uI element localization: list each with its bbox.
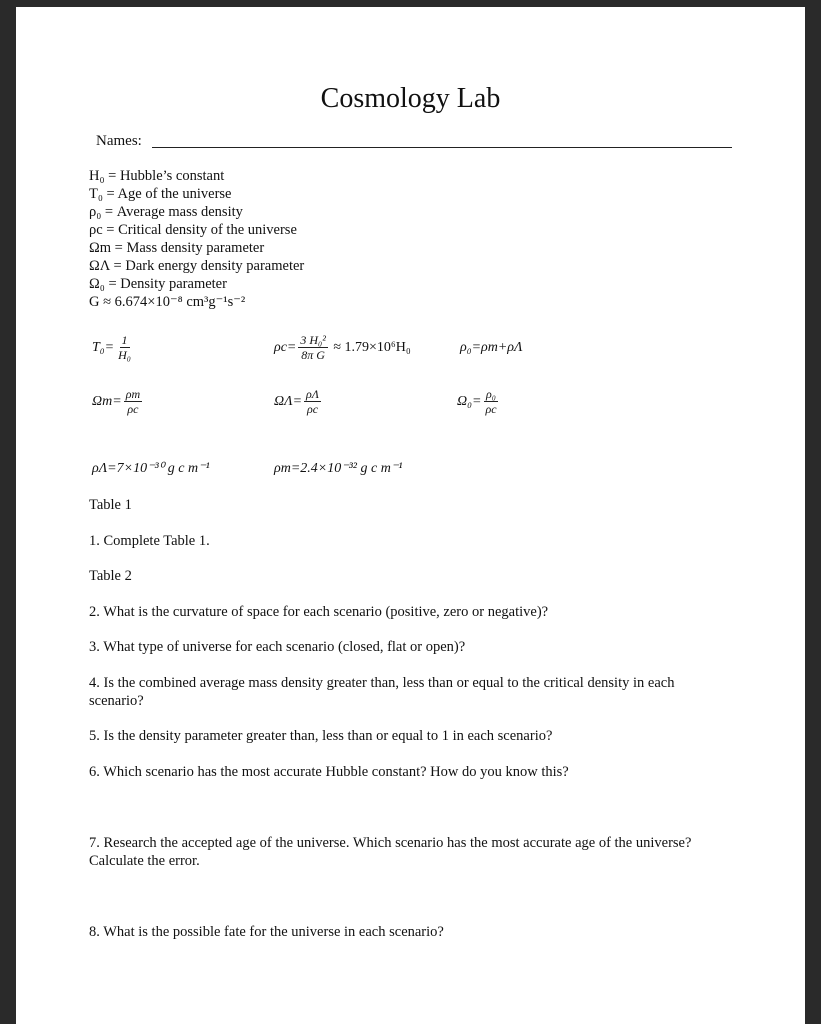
question-4: 4. Is the combined average mass density greater than, less than or equal to the critical density in each scenario?	[89, 675, 675, 709]
equation-critical-approx: ≈ 1.79×10⁶H₀	[333, 340, 411, 355]
definition-hubble: H₀ = Hubble’s constant	[89, 168, 225, 184]
table2-label: Table 2	[89, 568, 132, 584]
equation-omega-m-numerator: ρm	[125, 387, 141, 401]
equation-age-denominator: H₀	[118, 348, 131, 362]
equation-omega-m-denominator: ρc	[127, 402, 139, 416]
equation-critical-density	[274, 333, 411, 363]
question-5: 5. Is the density parameter greater than, less than or equal to 1 in each scenario?	[89, 728, 553, 744]
equation-critical-lhs: ρc=	[274, 340, 297, 356]
equation-omega-0	[457, 387, 501, 417]
equation-omega-lambda-lhs: ΩΛ=	[274, 394, 303, 410]
equation-rho-lambda-value: ρΛ=7×10⁻³⁰ g c m⁻¹	[92, 461, 210, 476]
equation-omega-0-denominator: ρc	[485, 402, 497, 416]
names-blank-line[interactable]	[152, 147, 732, 148]
definition-density-parameter: Ω₀ = Density parameter	[89, 276, 227, 292]
equation-age	[92, 333, 135, 363]
question-2: 2. What is the curvature of space for each scenario (positive, zero or negative)?	[89, 604, 549, 620]
equation-omega-m	[92, 387, 144, 417]
definition-mass-parameter: Ωm = Mass density parameter	[89, 240, 265, 256]
definition-critical-density: ρc = Critical density of the universe	[89, 222, 297, 238]
gravitational-constant: G ≈ 6.674×10⁻⁸ cm³g⁻¹s⁻²	[89, 294, 246, 310]
question-7: 7. Research the accepted age of the universe. Which scenario has the most accurate age of the universe? Calculate the error.	[89, 835, 692, 869]
definition-average-density: ρ₀ = Average mass density	[89, 204, 243, 220]
page-title: Cosmology Lab	[320, 83, 501, 114]
equation-critical-numerator: 3 H₀²	[300, 333, 326, 347]
question-3: 3. What type of universe for each scenario (closed, flat or open)?	[89, 639, 466, 655]
question-8: 8. What is the possible fate for the universe in each scenario?	[89, 924, 444, 940]
question-1: 1. Complete Table 1.	[89, 533, 210, 549]
table1-label: Table 1	[89, 497, 132, 513]
equation-omega-lambda-numerator: ρΛ	[306, 387, 320, 401]
equation-omega-lambda-denominator: ρc	[306, 402, 319, 416]
definitions-list	[89, 167, 304, 311]
names-label: Names:	[96, 133, 142, 149]
equation-omega-lambda	[274, 387, 323, 417]
definition-age: T₀ = Age of the universe	[89, 186, 232, 202]
equation-omega-0-numerator: ρ₀	[486, 387, 496, 401]
document-page	[16, 7, 805, 1024]
equation-critical-denominator: 8π G	[301, 348, 325, 362]
definition-dark-energy-parameter: ΩΛ = Dark energy density parameter	[89, 258, 305, 274]
equation-age-numerator: 1	[121, 333, 128, 347]
question-6: 6. Which scenario has the most accurate Hubble constant? How do you know this?	[89, 764, 569, 780]
equation-rho-m-value: ρm=2.4×10⁻³² g c m⁻¹	[274, 461, 403, 476]
equation-age-lhs: T₀=	[92, 340, 115, 356]
equation-omega-0-lhs: Ω₀=	[457, 394, 482, 410]
equation-total-density: ρ₀=ρm+ρΛ	[460, 340, 523, 355]
equation-omega-m-lhs: Ωm=	[92, 394, 122, 410]
